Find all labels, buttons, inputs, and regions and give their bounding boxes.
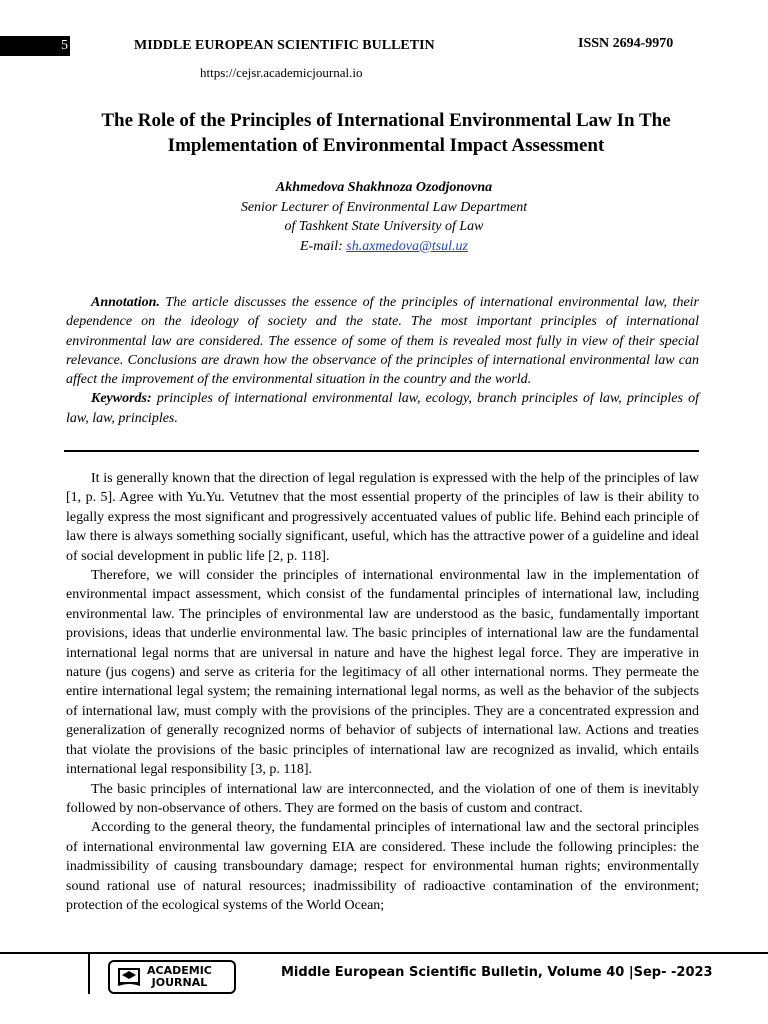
article-title (50, 108, 722, 158)
author-email (0, 237, 768, 257)
page-number: 5 (0, 36, 70, 56)
keywords-text: principles of international environmental law, ecology, branch principles of law, principles of law, law, principles. (66, 391, 699, 426)
logo-line-1: ACADEMIC (147, 964, 212, 977)
abstract-divider (64, 450, 699, 452)
annotation (66, 293, 699, 389)
body-paragraph-2: Therefore, we will consider the principles of international environmental law in the implementation of environmental impact assessment, which consist of the fundamental principles of international law, including environmental law. The principles of environmental law are understood as the basic, fundamentally important provisions, ideas that underlie environmental law. The basic principles of international law are the fundamental international legal norms that are universal in nature and have the highest legal force. They are imperative in nature (jus cogens) and serve as criteria for the legitimacy of all other international norms. They permeate the entire international legal system; the remaining international legal norms, as well as the behavior of the subjects of international law, must comply with the provisions of the principles. They are a concentrated expression and generalization of generally recognized norms of behavior of subjects of international law. Actions and treaties that violate the provisions of the basic principles of international law are recognized as invalid, which entails international legal responsibility [3, p. 118]. (66, 568, 699, 778)
annotation-text: The article discusses the essence of the principles of international environmental law, their dependence on the ideology of society and the state. The most important principles of international environmental law are considered. The essence of some of them is revealed most fully in view of their special relevance. Conclusions are drawn how the observance of the principles of international environmental law can affect the improvement of the environmental situation in the country and the world. (66, 295, 699, 388)
issn: ISSN 2694-9970 (578, 36, 674, 51)
footer-citation: Middle European Scientific Bulletin, Volume 40 |Sep- -2023 (281, 965, 713, 980)
body-paragraph-1: It is generally known that the direction of legal regulation is expressed with the help of the principles of law [1, p. 5]. Agree with Yu.Yu. Vetutnev that the most essential property of the principles of law is their ability to legally express the most significant and progressively accentuated values of public life. Behind each principle of law there is always something socially significant, useful, which has the attractive power of a guideline and ideal of social development in public life [2, p. 118]. (66, 471, 699, 564)
logo-line-2: JOURNAL (151, 976, 208, 989)
article-body (66, 469, 699, 915)
footer-vertical-divider (88, 952, 90, 994)
body-paragraph-3: The basic principles of international law are interconnected, and the violation of one of them is inevitably followed by non-observance of others. They are formed on the basis of custom and contract. (66, 781, 699, 816)
logo-text (147, 965, 212, 989)
author-block (0, 178, 768, 256)
author-name: Akhmedova Shakhnoza Ozodjonovna (275, 180, 493, 195)
keywords-label: Keywords: (91, 391, 152, 407)
keywords (66, 389, 699, 428)
journal-name: MIDDLE EUROPEAN SCIENTIFIC BULLETIN (134, 38, 435, 53)
book-icon (116, 966, 142, 988)
title-line-1: The Role of the Principles of International Environmental Law In The (101, 110, 671, 131)
email-label: E-mail: (299, 238, 347, 254)
annotation-label: Annotation. (91, 295, 160, 310)
footer-divider (0, 952, 768, 954)
abstract (66, 293, 699, 428)
academic-journal-logo (108, 960, 236, 994)
journal-url[interactable]: https://cejsr.academicjournal.io (200, 65, 363, 80)
title-line-2: Implementation of Environmental Impact Assessment (167, 135, 605, 156)
affiliation-line-1: Senior Lecturer of Environmental Law Department (240, 199, 528, 215)
body-paragraph-4: According to the general theory, the fundamental principles of international law and the sectoral principles of international environmental law governing EIA are considered. These include the following principles: the inadmissibility of causing transboundary damage; respect for environmental human rights; environmentally sound rational use of natural resources; inadmissibility of radioactive contamination of the environment; protection of the ecological systems of the World Ocean; (66, 820, 699, 913)
affiliation-line-2: of Tashkent State University of Law (284, 219, 484, 234)
email-link[interactable]: sh.axmedova@tsul.uz (346, 238, 469, 254)
